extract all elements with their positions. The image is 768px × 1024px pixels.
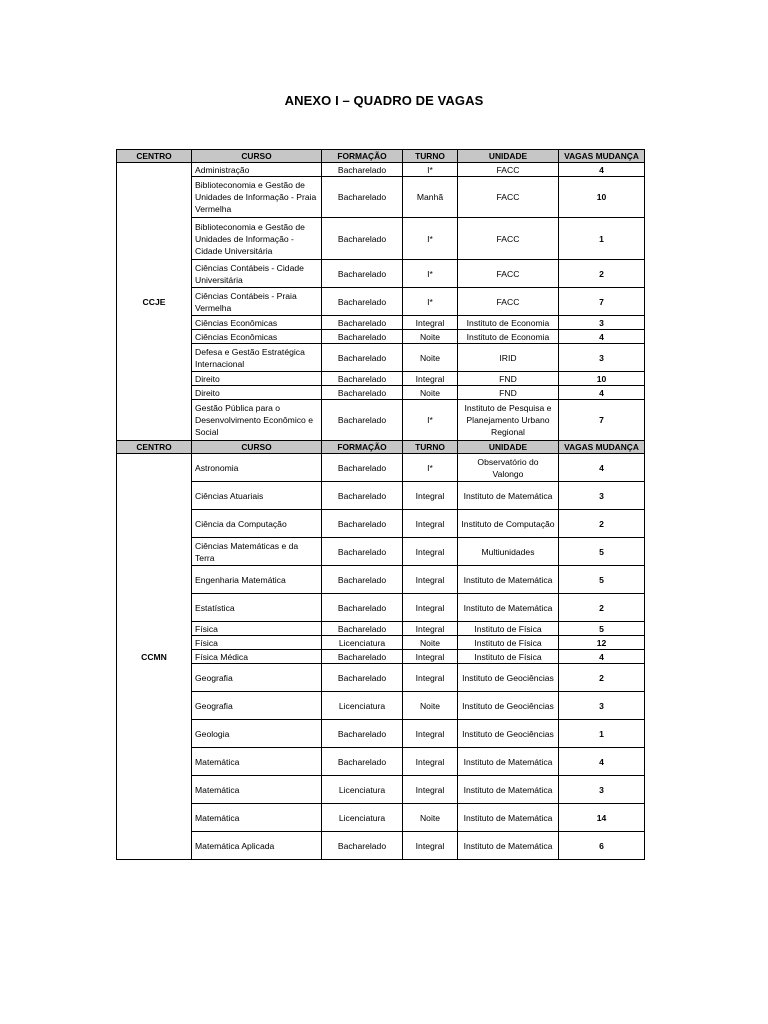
curso-cell: Ciência da Computação xyxy=(192,510,322,538)
header-unidade: UNIDADE xyxy=(458,441,559,454)
centro-cell: CCMN xyxy=(117,454,192,860)
turno-cell: Noite xyxy=(403,692,458,720)
table-row xyxy=(117,330,645,344)
table-row xyxy=(117,804,645,832)
table-row xyxy=(117,664,645,692)
unidade-cell: FND xyxy=(458,372,559,386)
curso-cell: Ciências Atuariais xyxy=(192,482,322,510)
header-curso: CURSO xyxy=(192,150,322,163)
table-row xyxy=(117,832,645,860)
curso-cell: Matemática xyxy=(192,748,322,776)
formacao-cell: Bacharelado xyxy=(322,664,403,692)
turno-cell: Integral xyxy=(403,622,458,636)
table-row xyxy=(117,636,645,650)
formacao-cell: Bacharelado xyxy=(322,482,403,510)
formacao-cell: Licenciatura xyxy=(322,776,403,804)
vagas-cell: 6 xyxy=(559,832,645,860)
unidade-cell: FACC xyxy=(458,218,559,260)
turno-cell: Integral xyxy=(403,566,458,594)
header-vagas: VAGAS MUDANÇA xyxy=(559,441,645,454)
header-curso: CURSO xyxy=(192,441,322,454)
curso-cell: Astronomia xyxy=(192,454,322,482)
header-centro: CENTRO xyxy=(117,150,192,163)
formacao-cell: Bacharelado xyxy=(322,748,403,776)
turno-cell: Integral xyxy=(403,650,458,664)
turno-cell: Integral xyxy=(403,664,458,692)
vagas-cell: 3 xyxy=(559,692,645,720)
unidade-cell: Instituto de Geociências xyxy=(458,720,559,748)
vagas-cell: 4 xyxy=(559,386,645,400)
turno-cell: Noite xyxy=(403,386,458,400)
formacao-cell: Bacharelado xyxy=(322,538,403,566)
unidade-cell: Instituto de Matemática xyxy=(458,832,559,860)
vagas-cell: 4 xyxy=(559,330,645,344)
vagas-cell: 4 xyxy=(559,748,645,776)
turno-cell: Manhã xyxy=(403,177,458,218)
table-row xyxy=(117,163,645,177)
unidade-cell: FND xyxy=(458,386,559,400)
vagas-cell: 3 xyxy=(559,344,645,372)
table-header-row xyxy=(117,150,645,163)
curso-cell: Estatística xyxy=(192,594,322,622)
formacao-cell: Bacharelado xyxy=(322,260,403,288)
turno-cell: Integral xyxy=(403,748,458,776)
page-title: ANEXO I – QUADRO DE VAGAS xyxy=(284,93,484,108)
turno-cell: Integral xyxy=(403,720,458,748)
curso-cell: Geografia xyxy=(192,692,322,720)
formacao-cell: Bacharelado xyxy=(322,510,403,538)
unidade-cell: Instituto de Matemática xyxy=(458,594,559,622)
formacao-cell: Bacharelado xyxy=(322,650,403,664)
unidade-cell: Instituto de Matemática xyxy=(458,804,559,832)
turno-cell: Integral xyxy=(403,538,458,566)
curso-cell: Física Médica xyxy=(192,650,322,664)
centro-cell: CCJE xyxy=(117,163,192,441)
curso-cell: Ciências Contábeis - Cidade Universitária xyxy=(192,260,322,288)
formacao-cell: Bacharelado xyxy=(322,594,403,622)
formacao-cell: Bacharelado xyxy=(322,288,403,316)
unidade-cell: FACC xyxy=(458,288,559,316)
vagas-cell: 3 xyxy=(559,482,645,510)
unidade-cell: Instituto de Computação xyxy=(458,510,559,538)
unidade-cell: FACC xyxy=(458,177,559,218)
vagas-cell: 7 xyxy=(559,400,645,441)
table-row xyxy=(117,650,645,664)
table-row xyxy=(117,386,645,400)
header-turno: TURNO xyxy=(403,441,458,454)
turno-cell: Integral xyxy=(403,482,458,510)
turno-cell: Integral xyxy=(403,776,458,804)
unidade-cell: Instituto de Física xyxy=(458,650,559,664)
curso-cell: Ciências Matemáticas e da Terra xyxy=(192,538,322,566)
unidade-cell: Instituto de Matemática xyxy=(458,776,559,804)
curso-cell: Engenharia Matemática xyxy=(192,566,322,594)
table-row xyxy=(117,400,645,441)
table-header-row xyxy=(117,441,645,454)
turno-cell: Noite xyxy=(403,344,458,372)
table-row xyxy=(117,776,645,804)
table-row xyxy=(117,260,645,288)
formacao-cell: Bacharelado xyxy=(322,177,403,218)
vagas-cell: 3 xyxy=(559,316,645,330)
vagas-cell: 5 xyxy=(559,622,645,636)
header-vagas: VAGAS MUDANÇA xyxy=(559,150,645,163)
curso-cell: Ciências Econômicas xyxy=(192,316,322,330)
turno-cell: Noite xyxy=(403,804,458,832)
table-row xyxy=(117,218,645,260)
curso-cell: Gestão Pública para o Desenvolvimento Econômico e Social xyxy=(192,400,322,441)
unidade-cell: Instituto de Matemática xyxy=(458,566,559,594)
unidade-cell: Instituto de Matemática xyxy=(458,482,559,510)
turno-cell: I* xyxy=(403,454,458,482)
table-row xyxy=(117,566,645,594)
table-row xyxy=(117,344,645,372)
curso-cell: Direito xyxy=(192,372,322,386)
unidade-cell: Instituto de Economia xyxy=(458,330,559,344)
turno-cell: Noite xyxy=(403,330,458,344)
vagas-cell: 2 xyxy=(559,594,645,622)
curso-cell: Administração xyxy=(192,163,322,177)
unidade-cell: FACC xyxy=(458,163,559,177)
curso-cell: Defesa e Gestão Estratégica Internacional xyxy=(192,344,322,372)
turno-cell: Integral xyxy=(403,372,458,386)
vagas-cell: 1 xyxy=(559,720,645,748)
vagas-cell: 7 xyxy=(559,288,645,316)
formacao-cell: Bacharelado xyxy=(322,832,403,860)
turno-cell: Integral xyxy=(403,316,458,330)
formacao-cell: Bacharelado xyxy=(322,330,403,344)
unidade-cell: Multiunidades xyxy=(458,538,559,566)
curso-cell: Matemática xyxy=(192,804,322,832)
table-row xyxy=(117,316,645,330)
header-turno: TURNO xyxy=(403,150,458,163)
formacao-cell: Bacharelado xyxy=(322,454,403,482)
formacao-cell: Bacharelado xyxy=(322,372,403,386)
vagas-cell: 2 xyxy=(559,260,645,288)
curso-cell: Geografia xyxy=(192,664,322,692)
vagas-cell: 14 xyxy=(559,804,645,832)
unidade-cell: Instituto de Geociências xyxy=(458,692,559,720)
header-formacao: FORMAÇÃO xyxy=(322,441,403,454)
table-row xyxy=(117,720,645,748)
turno-cell: I* xyxy=(403,260,458,288)
turno-cell: I* xyxy=(403,163,458,177)
curso-cell: Matemática Aplicada xyxy=(192,832,322,860)
formacao-cell: Bacharelado xyxy=(322,344,403,372)
header-unidade: UNIDADE xyxy=(458,150,559,163)
curso-cell: Ciências Contábeis - Praia Vermelha xyxy=(192,288,322,316)
table-row xyxy=(117,372,645,386)
turno-cell: Noite xyxy=(403,636,458,650)
unidade-cell: Instituto de Geociências xyxy=(458,664,559,692)
turno-cell: Integral xyxy=(403,510,458,538)
vagas-cell: 4 xyxy=(559,454,645,482)
vagas-cell: 5 xyxy=(559,538,645,566)
unidade-cell: Observatório do Valongo xyxy=(458,454,559,482)
vagas-cell: 5 xyxy=(559,566,645,594)
table-row xyxy=(117,510,645,538)
curso-cell: Física xyxy=(192,636,322,650)
formacao-cell: Bacharelado xyxy=(322,400,403,441)
table-row xyxy=(117,594,645,622)
formacao-cell: Licenciatura xyxy=(322,692,403,720)
turno-cell: Integral xyxy=(403,594,458,622)
vagas-cell: 3 xyxy=(559,776,645,804)
unidade-cell: IRID xyxy=(458,344,559,372)
turno-cell: I* xyxy=(403,400,458,441)
formacao-cell: Licenciatura xyxy=(322,636,403,650)
unidade-cell: Instituto de Economia xyxy=(458,316,559,330)
table-row xyxy=(117,482,645,510)
table-row xyxy=(117,692,645,720)
table-row xyxy=(117,454,645,482)
header-formacao: FORMAÇÃO xyxy=(322,150,403,163)
vagas-cell: 4 xyxy=(559,650,645,664)
vagas-cell: 4 xyxy=(559,163,645,177)
vagas-cell: 2 xyxy=(559,510,645,538)
unidade-cell: Instituto de Física xyxy=(458,636,559,650)
table-row xyxy=(117,622,645,636)
unidade-cell: FACC xyxy=(458,260,559,288)
formacao-cell: Bacharelado xyxy=(322,316,403,330)
curso-cell: Biblioteconomia e Gestão de Unidades de Informação - Cidade Universitária xyxy=(192,218,322,260)
curso-cell: Física xyxy=(192,622,322,636)
vagas-cell: 2 xyxy=(559,664,645,692)
unidade-cell: Instituto de Matemática xyxy=(458,748,559,776)
turno-cell: I* xyxy=(403,288,458,316)
formacao-cell: Licenciatura xyxy=(322,804,403,832)
curso-cell: Biblioteconomia e Gestão de Unidades de Informação - Praia Vermelha xyxy=(192,177,322,218)
vagas-cell: 10 xyxy=(559,177,645,218)
curso-cell: Geologia xyxy=(192,720,322,748)
turno-cell: Integral xyxy=(403,832,458,860)
curso-cell: Ciências Econômicas xyxy=(192,330,322,344)
header-centro: CENTRO xyxy=(117,441,192,454)
vagas-cell: 10 xyxy=(559,372,645,386)
vagas-table xyxy=(116,149,645,860)
table-row xyxy=(117,538,645,566)
formacao-cell: Bacharelado xyxy=(322,566,403,594)
formacao-cell: Bacharelado xyxy=(322,163,403,177)
vagas-cell: 12 xyxy=(559,636,645,650)
curso-cell: Direito xyxy=(192,386,322,400)
formacao-cell: Bacharelado xyxy=(322,622,403,636)
table-row xyxy=(117,288,645,316)
unidade-cell: Instituto de Pesquisa e Planejamento Urbano Regional xyxy=(458,400,559,441)
unidade-cell: Instituto de Física xyxy=(458,622,559,636)
table-row xyxy=(117,748,645,776)
formacao-cell: Bacharelado xyxy=(322,386,403,400)
curso-cell: Matemática xyxy=(192,776,322,804)
table-row xyxy=(117,177,645,218)
formacao-cell: Bacharelado xyxy=(322,720,403,748)
vagas-cell: 1 xyxy=(559,218,645,260)
formacao-cell: Bacharelado xyxy=(322,218,403,260)
turno-cell: I* xyxy=(403,218,458,260)
